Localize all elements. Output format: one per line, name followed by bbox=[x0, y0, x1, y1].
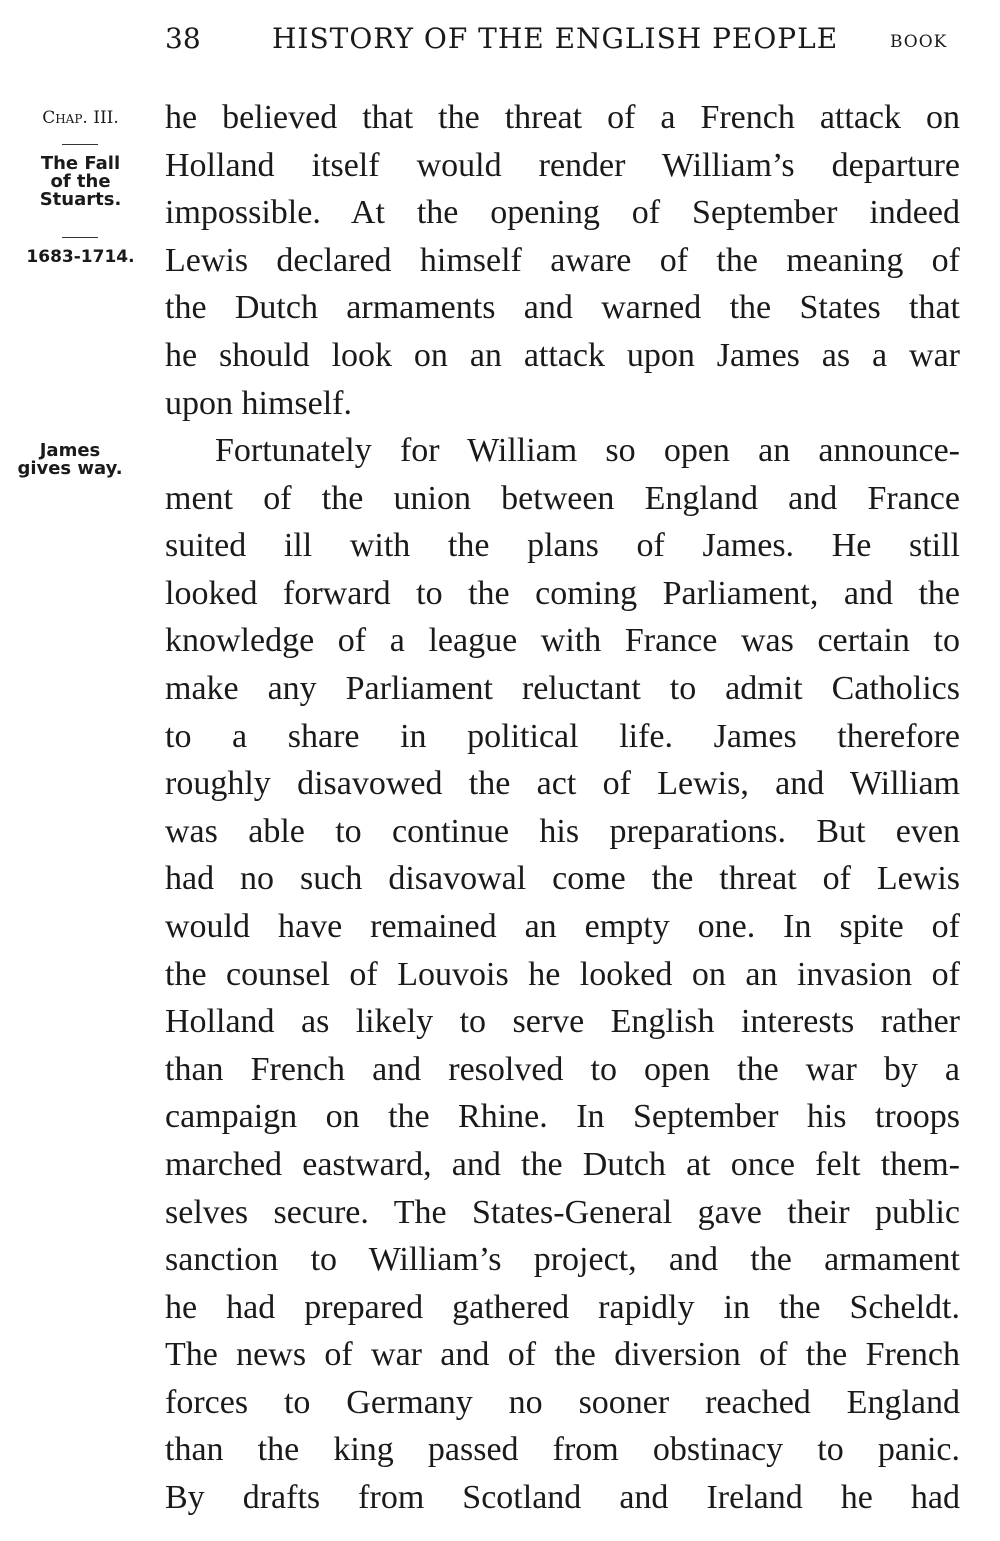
text-line: would have remained an empty one. In spite of bbox=[165, 907, 960, 945]
text-line: marched eastward, and the Dutch at once felt them- bbox=[165, 1145, 960, 1183]
margin-section-title-line: of the bbox=[50, 171, 111, 192]
running-title: HISTORY OF THE ENGLISH PEOPLE bbox=[272, 22, 839, 55]
margin-section-title bbox=[18, 155, 143, 209]
text-line: knowledge of a league with France was certain to bbox=[165, 622, 960, 660]
text-line: forces to Germany no sooner reached England bbox=[165, 1383, 960, 1421]
text-line: the Dutch armaments and warned the States that bbox=[165, 289, 960, 327]
book-label: BOOK bbox=[890, 32, 948, 52]
text-line: make any Parliament reluctant to admit Catholics bbox=[165, 669, 960, 707]
text-line: looked forward to the coming Parliament, and the bbox=[165, 574, 960, 612]
text-line: selves secure. The States-General gave their public bbox=[165, 1193, 960, 1231]
text-line: Lewis declared himself aware of the meaning of bbox=[165, 241, 960, 279]
margin-divider bbox=[62, 144, 98, 145]
page-number: 38 bbox=[165, 22, 201, 55]
margin-note-line: James bbox=[39, 440, 101, 461]
text-line: than the king passed from obstinacy to panic. bbox=[165, 1431, 960, 1469]
text-line: was able to continue his preparations. But even bbox=[165, 812, 960, 850]
text-line: campaign on the Rhine. In September his troops bbox=[165, 1098, 960, 1136]
text-line: impossible. At the opening of September indeed bbox=[165, 194, 960, 232]
margin-dates: 1683-1714. bbox=[26, 247, 135, 267]
text-line: the counsel of Louvois he looked on an invasion of bbox=[165, 955, 960, 993]
text-line: he had prepared gathered rapidly in the Scheldt. bbox=[165, 1288, 960, 1326]
margin-note-line: gives way. bbox=[17, 458, 123, 479]
paragraph bbox=[165, 94, 960, 427]
text-line: than French and resolved to open the war by a bbox=[165, 1050, 960, 1088]
text-line: he believed that the threat of a French attack on bbox=[165, 99, 960, 136]
text-line: upon himself. bbox=[165, 384, 352, 422]
text-line: to a share in political life. James therefore bbox=[165, 717, 960, 755]
text-line: Holland itself would render William’s departure bbox=[165, 146, 960, 184]
margin-divider bbox=[62, 237, 98, 238]
margin-note bbox=[10, 442, 130, 478]
text-line: By drafts from Scotland and Ireland he had bbox=[165, 1479, 960, 1517]
text-line: suited ill with the plans of James. He still bbox=[165, 527, 960, 565]
margin-section-title-line: The Fall bbox=[40, 153, 121, 174]
text-line: roughly disavowed the act of Lewis, and William bbox=[165, 765, 960, 803]
paragraph bbox=[165, 427, 960, 1522]
text-line: had no such disavowal come the threat of Lewis bbox=[165, 860, 960, 898]
text-line: Holland as likely to serve English interests rather bbox=[165, 1003, 960, 1041]
text-line: ment of the union between England and France bbox=[165, 479, 960, 517]
text-line: Fortunately for William so open an announce- bbox=[215, 432, 960, 469]
margin-chapter: Chap. III. bbox=[42, 108, 119, 128]
margin-section-title-line: Stuarts. bbox=[39, 189, 122, 210]
text-line: he should look on an attack upon James as a war bbox=[165, 336, 960, 374]
text-line: sanction to William’s project, and the armament bbox=[165, 1241, 960, 1279]
running-head bbox=[0, 22, 1000, 62]
text-line: The news of war and of the diversion of the French bbox=[165, 1336, 960, 1374]
